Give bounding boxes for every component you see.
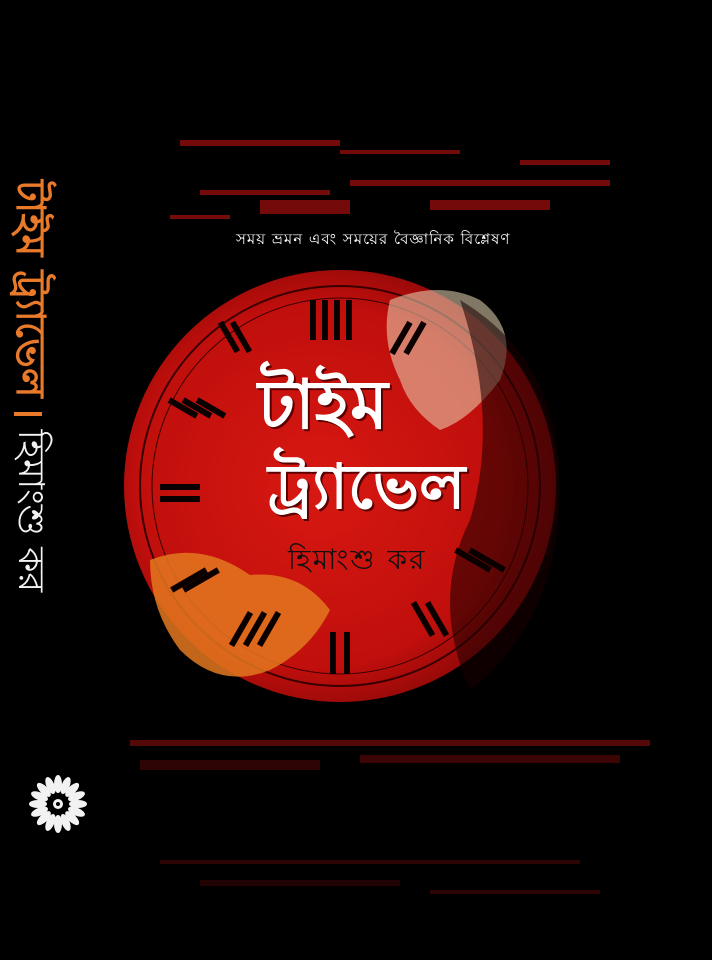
spine-divider (15, 412, 43, 416)
book-title-line-2: ট্র্যাভেল (268, 450, 466, 523)
book-subtitle: সময় ভ্রমন এবং সময়ের বৈজ্ঞানিক বিশ্লেষণ (236, 230, 511, 248)
flower-logo-icon (28, 774, 88, 834)
book-title-line-1: টাইম (258, 366, 388, 445)
book-author: হিমাংশু কর (288, 543, 427, 576)
spine-author: হিমাংশু কর (10, 429, 52, 593)
spine-book-title: টাইম ট্র্যাভেল (7, 180, 53, 398)
spine-title-block (0, 180, 62, 592)
